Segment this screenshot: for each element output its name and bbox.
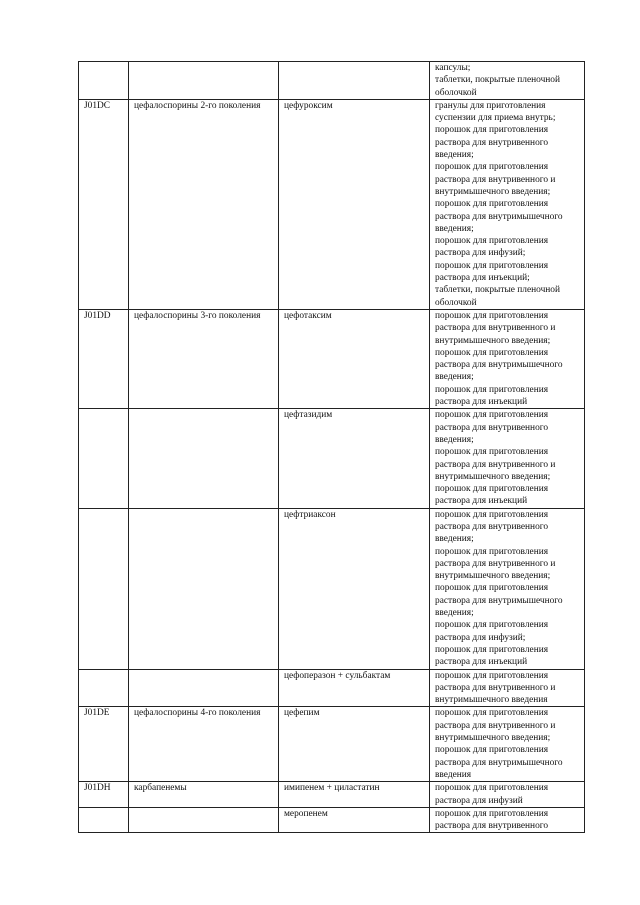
dosage-form-line: порошок для приготовления — [435, 583, 549, 594]
table-row — [79, 309, 585, 408]
dosage-form-line: порошок для приготовления — [435, 447, 549, 458]
dosage-form-line: порошок для приготовления — [435, 620, 549, 631]
dosage-form-line: раствора для внутримышечного — [435, 360, 563, 371]
dosage-form-line: порошок для приготовления — [435, 162, 549, 173]
dosage-form-line: раствора для внутривенного и — [435, 720, 556, 731]
atc-code-cell — [79, 62, 129, 100]
dosage-form-line: порошок для приготовления — [435, 745, 549, 756]
atc-code-cell — [79, 669, 129, 707]
dosage-form-line: раствора для внутривенного — [435, 521, 549, 532]
atc-code-cell: J01DH — [79, 782, 129, 808]
dosage-form-line: порошок для приготовления — [435, 410, 549, 421]
atc-code-cell: J01DE — [79, 707, 129, 782]
dosage-form-line: введения; — [435, 372, 474, 383]
dosage-forms-cell — [430, 669, 585, 707]
drug-name-cell — [279, 62, 430, 100]
dosage-form-line: порошок для приготовления — [435, 783, 549, 794]
dosage-form-line: таблетки, покрытые пленочной — [435, 75, 561, 86]
dosage-form-line: введения; — [435, 608, 474, 619]
group-cell: цефалоспорины 3-го поколения — [129, 309, 279, 408]
drug-name-cell: цефтазидим — [279, 409, 430, 508]
dosage-form-line: раствора для внутривенного — [435, 137, 549, 148]
dosage-form-line: раствора для внутривенного и — [435, 459, 556, 470]
dosage-form-line: оболочкой — [435, 87, 477, 98]
dosage-form-line: порошок для приготовления — [435, 125, 549, 136]
dosage-forms-cell — [430, 99, 585, 309]
table-row — [79, 409, 585, 508]
dosage-form-line: раствора для внутривенного и — [435, 682, 556, 693]
table-row — [79, 707, 585, 782]
dosage-form-line: порошок для приготовления — [435, 236, 549, 247]
table-row — [79, 807, 585, 833]
dosage-form-line: раствора для инъекций — [435, 657, 528, 668]
dosage-form-line: внутримышечного введения; — [435, 571, 551, 582]
dosage-form-line: раствора для внутримышечного — [435, 757, 563, 768]
dosage-form-line: капсулы; — [435, 63, 471, 73]
dosage-form-line: раствора для внутривенного — [435, 422, 549, 433]
group-cell — [129, 62, 279, 100]
dosage-form-line: введения; — [435, 223, 474, 234]
table-row — [79, 508, 585, 669]
group-cell — [129, 669, 279, 707]
group-cell: цефалоспорины 2-го поколения — [129, 99, 279, 309]
dosage-form-line: порошок для приготовления — [435, 708, 549, 719]
dosage-form-line: раствора для внутривенного и — [435, 558, 556, 569]
drug-name-cell: имипенем + циластатин — [279, 782, 430, 808]
dosage-form-line: порошок для приготовления — [435, 546, 549, 557]
dosage-form-line: порошок для приготовления — [435, 310, 549, 321]
dosage-forms-cell — [430, 707, 585, 782]
dosage-form-line: раствора для инфузий — [435, 795, 523, 806]
dosage-form-line: раствора для внутривенного и — [435, 174, 556, 185]
dosage-form-line: таблетки, покрытые пленочной — [435, 285, 561, 296]
dosage-form-line: порошок для приготовления — [435, 509, 549, 520]
dosage-form-line: раствора для инъекций; — [435, 273, 530, 284]
dosage-form-line: внутримышечного введения; — [435, 733, 551, 744]
drug-name-cell: цефепим — [279, 707, 430, 782]
dosage-form-line: введения; — [435, 150, 474, 161]
group-cell — [129, 508, 279, 669]
dosage-form-line: порошок для приготовления — [435, 260, 549, 271]
atc-code-cell: J01DD — [79, 309, 129, 408]
table-row — [79, 782, 585, 808]
dosage-form-line: порошок для приготовления — [435, 670, 549, 681]
dosage-form-line: введения — [435, 769, 472, 780]
dosage-form-line: раствора для внутривенного и — [435, 323, 556, 334]
group-cell: цефалоспорины 4-го поколения — [129, 707, 279, 782]
dosage-form-line: гранулы для приготовления — [435, 100, 546, 111]
group-cell — [129, 807, 279, 833]
dosage-forms-cell — [430, 62, 585, 100]
dosage-form-line: порошок для приготовления — [435, 644, 549, 655]
dosage-form-line: оболочкой — [435, 297, 477, 308]
dosage-form-line: раствора для внутримышечного — [435, 211, 563, 222]
dosage-form-line: раствора для внутримышечного — [435, 595, 563, 606]
dosage-form-line: раствора для инъекций — [435, 397, 528, 408]
table-row — [79, 99, 585, 309]
dosage-form-line: порошок для приготовления — [435, 484, 549, 495]
dosage-forms-cell — [430, 309, 585, 408]
dosage-form-line: суспензии для приема внутрь; — [435, 113, 556, 124]
dosage-form-line: внутримышечного введения; — [435, 471, 551, 482]
drug-name-cell: цефотаксим — [279, 309, 430, 408]
dosage-forms-cell — [430, 782, 585, 808]
dosage-form-line: раствора для инфузий; — [435, 632, 526, 643]
dosage-form-line: введения; — [435, 434, 474, 445]
table-row — [79, 62, 585, 100]
drug-table — [78, 61, 585, 833]
drug-name-cell: цефоперазон + сульбактам — [279, 669, 430, 707]
dosage-forms-cell — [430, 409, 585, 508]
dosage-form-line: порошок для приготовления — [435, 347, 549, 358]
dosage-form-line: внутримышечного введения; — [435, 186, 551, 197]
drug-name-cell: цефтриаксон — [279, 508, 430, 669]
dosage-form-line: введения; — [435, 534, 474, 545]
dosage-form-line: порошок для приготовления — [435, 199, 549, 210]
atc-code-cell — [79, 409, 129, 508]
atc-code-cell — [79, 807, 129, 833]
atc-code-cell: J01DC — [79, 99, 129, 309]
dosage-forms-cell — [430, 807, 585, 833]
dosage-form-line: порошок для приготовления — [435, 384, 549, 395]
dosage-form-line: раствора для инфузий; — [435, 248, 526, 259]
drug-name-cell: цефуроксим — [279, 99, 430, 309]
group-cell — [129, 409, 279, 508]
table-row — [79, 669, 585, 707]
dosage-form-line: внутримышечного введения; — [435, 335, 551, 346]
dosage-form-line: раствора для внутривенного — [435, 821, 549, 832]
atc-code-cell — [79, 508, 129, 669]
drug-name-cell: меропенем — [279, 807, 430, 833]
dosage-form-line: порошок для приготовления — [435, 808, 549, 819]
group-cell: карбапенемы — [129, 782, 279, 808]
dosage-form-line: раствора для инъекций — [435, 496, 528, 507]
dosage-form-line: внутримышечного введения — [435, 695, 548, 706]
dosage-forms-cell — [430, 508, 585, 669]
